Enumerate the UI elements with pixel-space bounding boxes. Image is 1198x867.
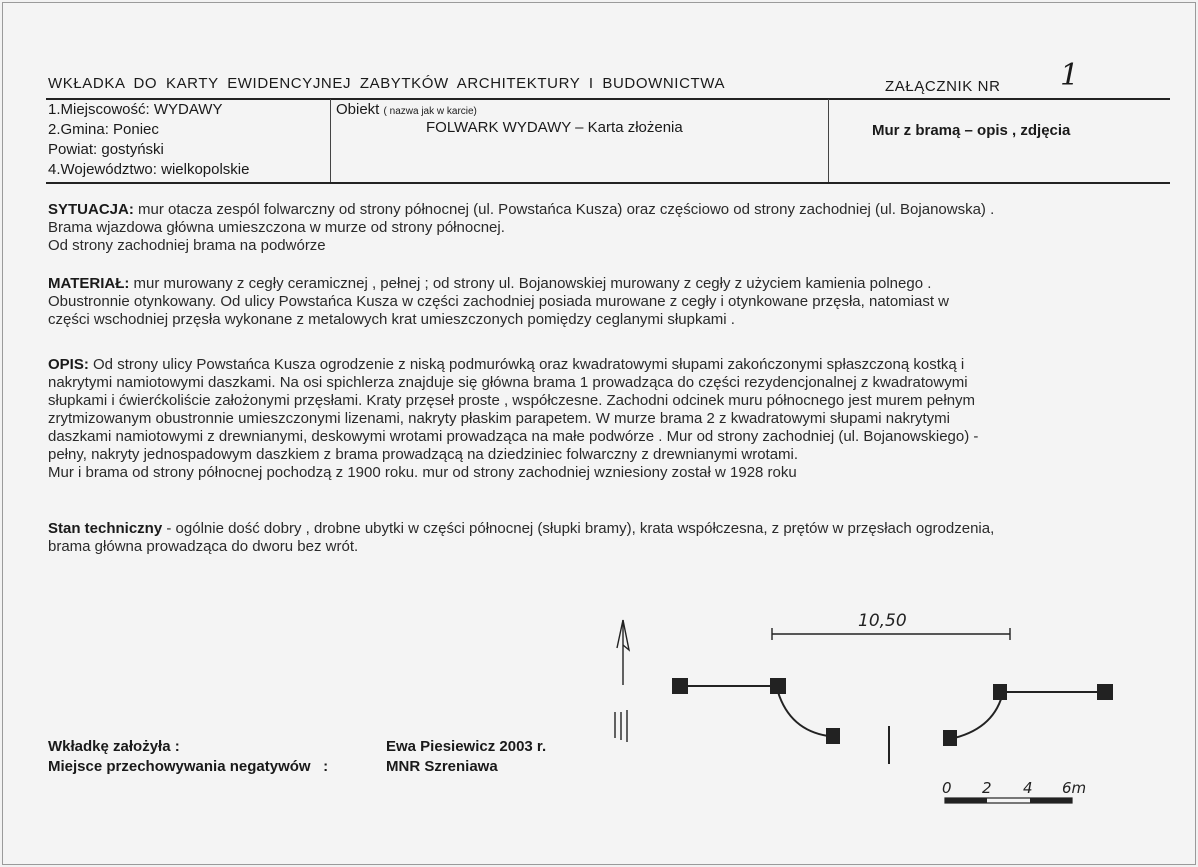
scale-bar (945, 798, 1072, 803)
description-line-5: daszkami namiotowymi z drewnianymi, deskowymi wrotami prowadząca na małe podwórze . Mur od strony zachodniej (ul. Bojanowskiego) - (48, 428, 979, 445)
scale-label-6m: 6m (1062, 779, 1087, 797)
description-line-3: słupkami i ćwierćkoliście założonymi przęsłami. Kraty przęseł proste , współczesne. Zachodni odcinek muru północnego jest murem pełnym (48, 392, 976, 409)
form-title: WKŁADKA DO KARTY EWIDENCYJNEJ ZABYTKÓW ARCHITEKTURY I BUDOWNICTWA (48, 75, 726, 92)
situation-heading: SYTUACJA: (48, 201, 134, 218)
header-divider-2 (828, 99, 829, 182)
description-section (48, 356, 1148, 482)
author-label: Wkładkę założyła : (48, 738, 180, 755)
footer-values (386, 737, 546, 777)
situation-section (48, 201, 1148, 255)
dimension-label: 10,50 (858, 611, 907, 631)
location-commune: 2.Gmina: Poniec (48, 121, 159, 138)
author-value: Ewa Piesiewicz 2003 r. (386, 738, 547, 755)
object-label-block (336, 101, 477, 118)
scale-label-4: 4 (1023, 779, 1033, 797)
location-block (48, 100, 249, 180)
situation-line-2: Brama wjazdowa główna umieszczona w murze od strony północnej. (48, 219, 505, 236)
object-title: FOLWARK WYDAWY – Karta złożenia (426, 119, 683, 136)
condition-line-2: brama główna prowadząca do dworu bez wrót. (48, 538, 359, 555)
storage-value: MNR Szreniawa (386, 758, 498, 775)
material-line-3: części wschodniej przęsła wykonane z metalowych krat umieszczonych pomiędzy ceglanymi słupkami . (48, 311, 735, 328)
attachment-title: Mur z bramą – opis , zdjęcia (872, 122, 1071, 139)
condition-line-1: - ogólnie dość dobry , drobne ubytki w części północnej (słupki bramy), krata współczesna, z prętów w przęsłach ogrodzenia, (166, 520, 995, 537)
north-arrow-icon (615, 620, 629, 742)
description-line-6: pełny, nakryty jednospadowym daszkiem z brama prowadzącą na dziedziniec folwarczny z drewnianymi wrotami. (48, 446, 799, 463)
description-line-2: nakrytymi namiotowymi daszkami. Na osi spichlerza znajduje się główna brama 1 prowadząca do części rezydencjonalnej z kwadratowymi (48, 374, 968, 391)
annex-label: ZAŁĄCZNIK NR (885, 78, 1001, 95)
object-label: Obiekt (336, 101, 380, 118)
annex-number: 1 (1060, 58, 1080, 93)
wall-plan (680, 686, 1105, 764)
condition-heading: Stan techniczny (48, 520, 163, 537)
header-divider-1 (330, 99, 331, 182)
gate-posts (672, 678, 1113, 746)
material-heading: MATERIAŁ: (48, 275, 130, 292)
storage-separator: : (323, 758, 329, 775)
description-line-4: zrytmizowanym obustronnie umieszczonymi lizenami, nakryty płaskim parapetem. W murze brama 2 z kwadratowymi słupami nakrytymi (48, 410, 950, 427)
description-line-7: Mur i brama od strony północnej pochodzą z 1900 roku. mur od strony zachodniej wzniesiony został w 1928 roku (48, 464, 797, 481)
situation-line-1: mur otacza zespól folwarczny od strony północnej (ul. Powstańca Kusza) oraz częściowo od strony zachodniej (ul. Bojanowska) . (138, 201, 995, 218)
storage-label: Miejsce przechowywania negatywów (48, 758, 311, 775)
scale-label-0: 0 (942, 779, 952, 797)
location-county: Powiat: gostyński (48, 141, 164, 158)
location-town: 1.Miejscowość: WYDAWY (48, 101, 223, 118)
material-line-2: Obustronnie otynkowany. Od ulicy Powstańca Kusza w części zachodniej posiada murowane z cegły i otynkowane przęsła, natomiast w (48, 293, 950, 310)
gate-plan-sketch (600, 600, 1120, 820)
material-section (48, 275, 1148, 329)
header-rule-bottom (46, 182, 1170, 184)
scale-label-2: 2 (982, 779, 992, 797)
footer-labels (48, 737, 328, 777)
condition-section (48, 520, 1148, 556)
description-line-1: Od strony ulicy Powstańca Kusza ogrodzenie z niską podmurówką oraz kwadratowymi słupami zakończonymi spłaszczoną kostką i (93, 356, 965, 373)
material-line-1: mur murowany z cegły ceramicznej , pełnej ; od strony ul. Bojanowskiej murowany z cegły z użyciem kamienia polnego . (133, 275, 932, 292)
object-note: ( nazwa jak w karcie) (383, 106, 477, 117)
location-voivodeship: 4.Województwo: wielkopolskie (48, 161, 250, 178)
description-heading: OPIS: (48, 356, 89, 373)
situation-line-3: Od strony zachodniej brama na podwórze (48, 237, 326, 254)
